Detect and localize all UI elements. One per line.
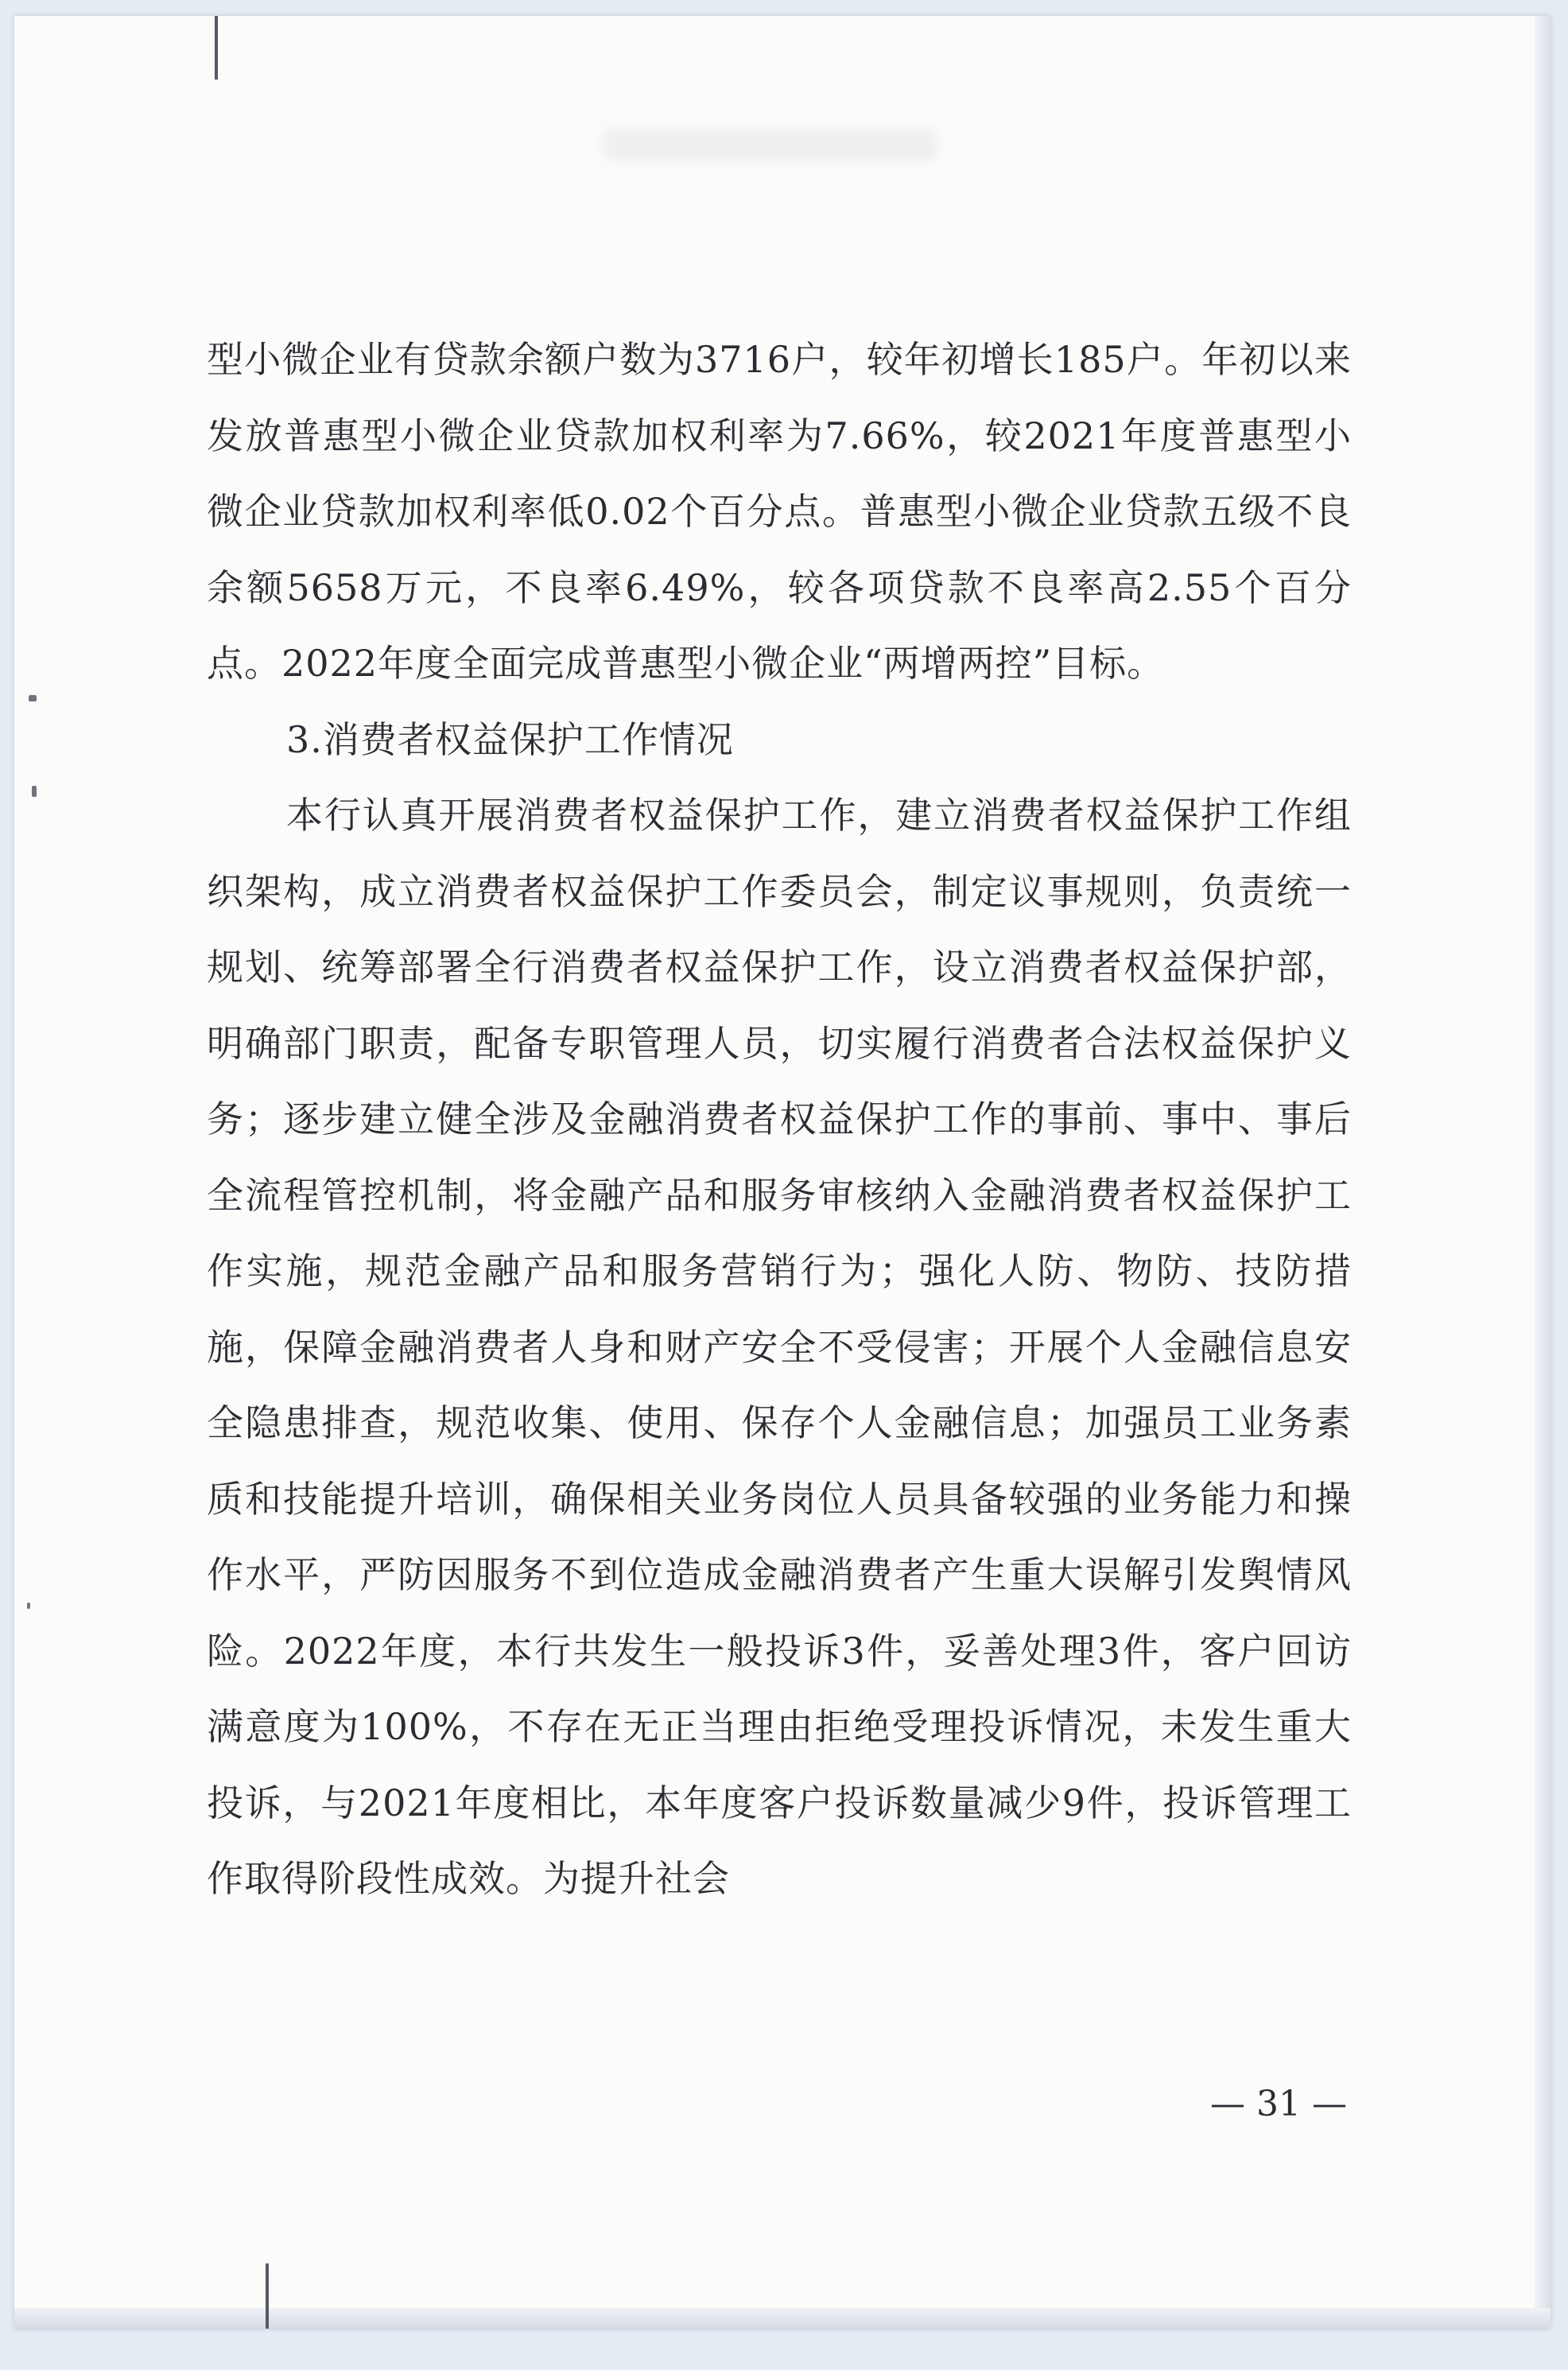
section-heading: 3.消费者权益保护工作情况 (286, 717, 734, 761)
body-text (207, 322, 1352, 1917)
binding-mark-bottom (266, 2263, 269, 2329)
paragraph-continuation: 型小微企业有贷款余额户数为3716户，较年初增长185户。年初以来发放普惠型小微企业贷款加权利率为7.66%，较2021年度普惠型小微企业贷款加权利率低0.02个百分点。普惠型小微企业贷款五级不良余额5658万元，不良率6.49%，较各项贷款不良率高2.55个百分点。2022年度全面完成普惠型小微企业“两增两控”目标。 (207, 338, 1352, 685)
binding-mark-top (215, 16, 218, 80)
page-edge-shadow (1535, 16, 1551, 2329)
page-bottom-edge (14, 2308, 1551, 2329)
document-page (14, 16, 1551, 2329)
scan-speck (32, 786, 37, 797)
paragraph-body: 本行认真开展消费者权益保护工作，建立消费者权益保护工作组织架构，成立消费者权益保护工作委员会，制定议事规则，负责统一规划、统筹部署全行消费者权益保护工作，设立消费者权益保护部，明确部门职责，配备专职管理人员，切实履行消费者合法权益保护义务；逐步建立健全涉及金融消费者权益保护工作的事前、事中、事后全流程管控机制，将金融产品和服务审核纳入金融消费者权益保护工作实施，规范金融产品和服务营销行为；强化人防、物防、技防措施，保障金融消费者人身和财产安全不受侵害；开展个人金融信息安全隐患排查，规范收集、使用、保存个人金融信息；加强员工业务素质和技能提升培训，确保相关业务岗位人员具备较强的业务能力和操作水平，严防因服务不到位造成金融消费者产生重大误解引发舆情风险。2022年度，本行共发生一般投诉3件，妥善处理3件，客户回访满意度为100%，不存在无正当理由拒绝受理投诉情况，未发生重大投诉，与2021年度相比，本年度客户投诉数量减少9件，投诉管理工作取得阶段性成效。为提升社会 (207, 794, 1352, 1900)
scan-speck (27, 1603, 30, 1609)
bleed-through-smudge (603, 129, 937, 161)
scan-speck (29, 695, 37, 701)
page-number: — 31 — (1210, 2084, 1347, 2124)
